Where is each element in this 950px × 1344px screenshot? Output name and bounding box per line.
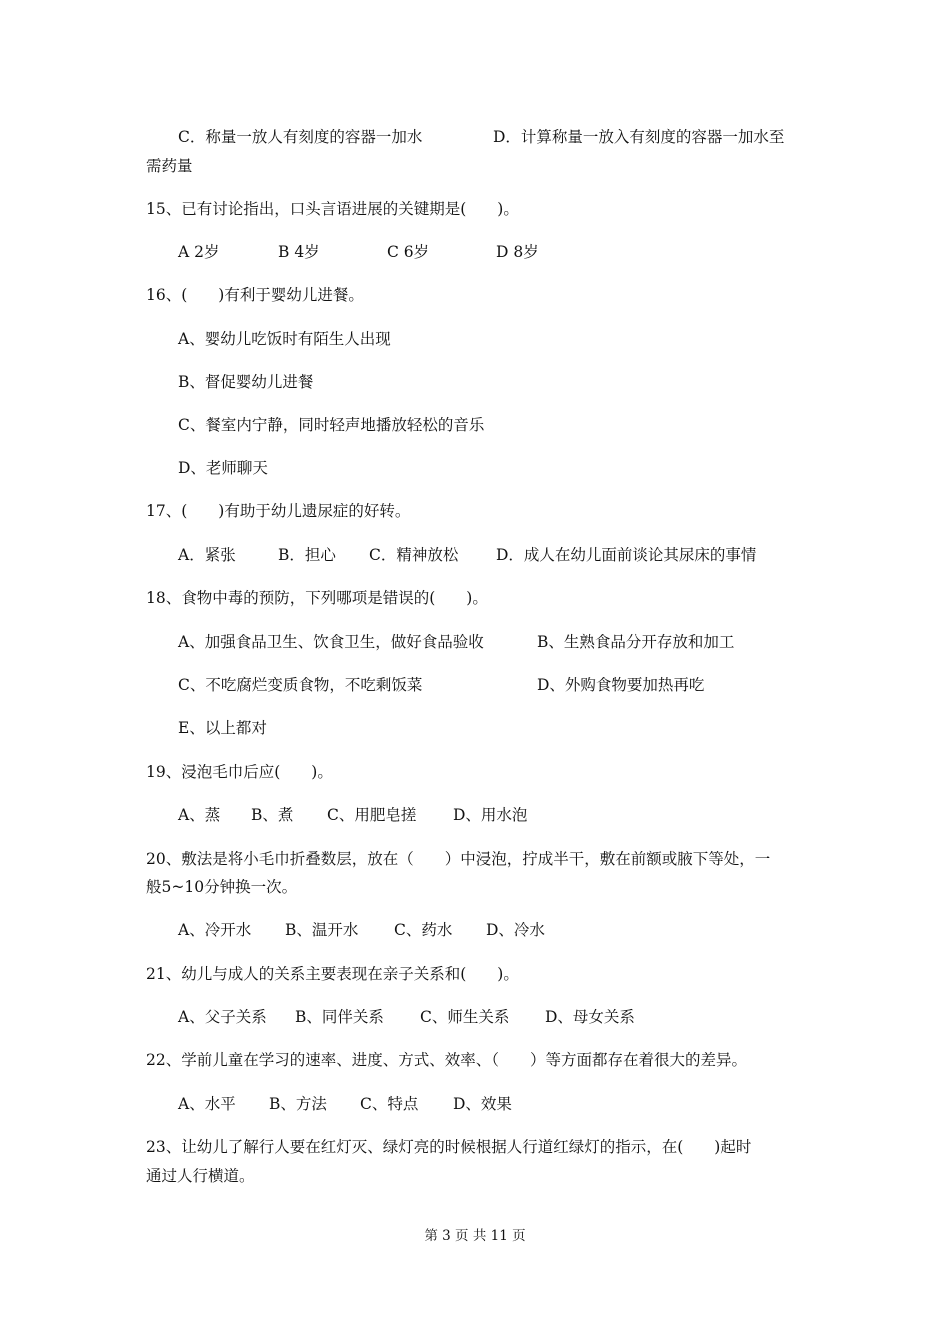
q15-option-a: A 2岁 bbox=[178, 243, 220, 261]
q15-stem: 15、已有讨论指出，口头言语进展的关键期是( )。 bbox=[146, 200, 519, 218]
q18-option-a: A、加强食品卫生、饮食卫生，做好食品验收 bbox=[178, 633, 484, 651]
q15-option-c: C 6岁 bbox=[387, 243, 430, 261]
q17-stem: 17、( )有助于幼儿遗尿症的好转。 bbox=[146, 502, 411, 520]
q17-option-d: D．成人在幼儿面前谈论其尿床的事情 bbox=[496, 546, 757, 564]
q18-option-c: C、不吃腐烂变质食物，不吃剩饭菜 bbox=[178, 676, 423, 694]
q18-stem: 18、食物中毒的预防，下列哪项是错误的( )。 bbox=[146, 589, 488, 607]
q19-option-a: A、蒸 bbox=[178, 806, 221, 824]
q14-option-d: D．计算称量一放入有刻度的容器一加水至 bbox=[493, 128, 785, 146]
q17-option-c: C．精神放松 bbox=[369, 546, 459, 564]
q22-stem: 22、学前儿童在学习的速率、进度、方式、效率、（ ）等方面都存在着很大的差异。 bbox=[146, 1051, 747, 1069]
q16-option-d: D、老师聊天 bbox=[178, 459, 268, 477]
q16-stem: 16、( )有利于婴幼儿进餐。 bbox=[146, 286, 364, 304]
q15-option-d: D 8岁 bbox=[496, 243, 539, 261]
q14-option-c: C．称量一放人有刻度的容器一加水 bbox=[178, 128, 423, 146]
q22-option-b: B、方法 bbox=[269, 1095, 327, 1113]
q16-option-b: B、督促婴幼儿进餐 bbox=[178, 373, 314, 391]
q18-option-e: E、以上都对 bbox=[178, 719, 267, 737]
q18-option-d: D、外购食物要加热再吃 bbox=[537, 676, 705, 694]
q20-option-c: C、药水 bbox=[394, 921, 453, 939]
q19-option-b: B、煮 bbox=[251, 806, 294, 824]
q18-option-b: B、生熟食品分开存放和加工 bbox=[537, 633, 735, 651]
q21-option-a: A、父子关系 bbox=[178, 1008, 267, 1026]
q22-option-c: C、特点 bbox=[360, 1095, 419, 1113]
q21-option-b: B、同伴关系 bbox=[295, 1008, 384, 1026]
page-number-footer: 第 3 页 共 11 页 bbox=[424, 1228, 526, 1244]
q19-option-d: D、用水泡 bbox=[453, 806, 528, 824]
q23-stem-line1: 23、让幼儿了解行人要在红灯灭、绿灯亮的时候根据人行道红绿灯的指示，在( )起时 bbox=[146, 1138, 752, 1156]
q22-option-d: D、效果 bbox=[453, 1095, 512, 1113]
q16-option-a: A、婴幼儿吃饭时有陌生人出现 bbox=[178, 330, 391, 348]
q14-option-d-wrap: 需药量 bbox=[146, 157, 193, 175]
q16-option-c: C、餐室内宁静，同时轻声地播放轻松的音乐 bbox=[178, 416, 485, 434]
q17-option-b: B．担心 bbox=[278, 546, 336, 564]
q20-option-a: A、冷开水 bbox=[178, 921, 252, 939]
q22-option-a: A、水平 bbox=[178, 1095, 236, 1113]
q19-option-c: C、用肥皂搓 bbox=[327, 806, 417, 824]
q20-stem-line1: 20、敷法是将小毛巾折叠数层，放在（ ）中浸泡，拧成半干，敷在前额或腋下等处，一 bbox=[146, 850, 771, 868]
q21-option-c: C、师生关系 bbox=[420, 1008, 510, 1026]
q23-stem-line2: 通过人行横道。 bbox=[146, 1167, 255, 1185]
q20-option-b: B、温开水 bbox=[285, 921, 359, 939]
q19-stem: 19、浸泡毛巾后应( )。 bbox=[146, 763, 333, 781]
q17-option-a: A．紧张 bbox=[178, 546, 236, 564]
q20-stem-line2: 般5~10分钟换一次。 bbox=[146, 878, 298, 896]
q20-option-d: D、冷水 bbox=[486, 921, 545, 939]
q15-option-b: B 4岁 bbox=[278, 243, 320, 261]
q21-stem: 21、幼儿与成人的关系主要表现在亲子关系和( )。 bbox=[146, 965, 519, 983]
q21-option-d: D、母女关系 bbox=[545, 1008, 635, 1026]
